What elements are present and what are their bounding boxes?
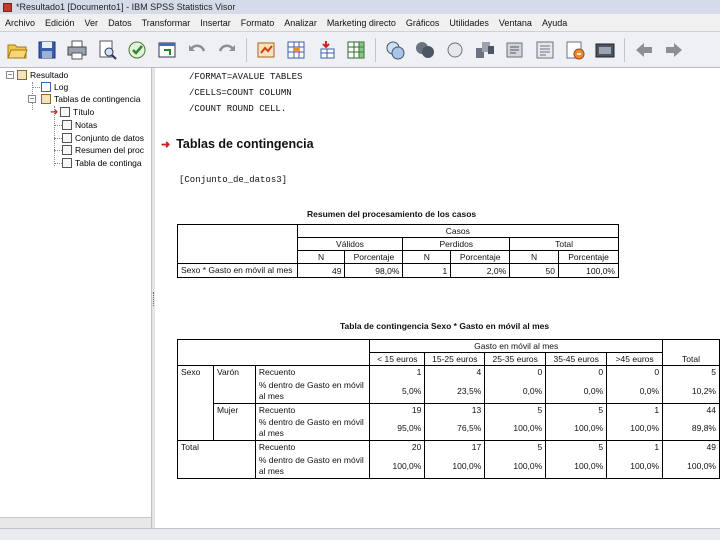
menu-formato[interactable]: Formato bbox=[240, 17, 275, 28]
column-header: 35-45 euros bbox=[546, 353, 607, 366]
demote-icon[interactable] bbox=[502, 37, 528, 63]
column-header: Porcentaje bbox=[559, 251, 619, 264]
nav-item-resumen[interactable] bbox=[62, 144, 144, 156]
table-icon bbox=[62, 158, 72, 168]
table-row bbox=[178, 441, 720, 454]
menu-analizar[interactable]: Analizar bbox=[284, 17, 317, 28]
goto-data-icon[interactable] bbox=[253, 37, 279, 63]
dataset-name: [Conjunto_de_datos3] bbox=[179, 175, 288, 185]
table-row bbox=[178, 379, 720, 404]
title-bar bbox=[0, 0, 720, 14]
current-item-arrow-icon: ➜ bbox=[161, 138, 171, 151]
crosstab-title: Tabla de contingencia Sexo * Gasto en móvil al mes bbox=[340, 321, 550, 331]
row-label: Sexo * Gasto en móvil al mes bbox=[178, 264, 298, 278]
nav-item-notas[interactable] bbox=[62, 119, 97, 131]
table-cell: 0 bbox=[546, 366, 607, 379]
app-icon bbox=[3, 3, 12, 12]
window-title: *Resultado1 [Documento1] - IBM SPSS Statistics Visor bbox=[16, 2, 236, 12]
table-cell: 0,0% bbox=[485, 379, 546, 404]
table-cell: 49 bbox=[297, 264, 345, 278]
summary-table-title: Resumen del procesamiento de los casos bbox=[307, 209, 477, 219]
crosstab-table[interactable] bbox=[177, 339, 720, 479]
menu-transformar[interactable]: Transformar bbox=[141, 17, 191, 28]
heading-text: Tablas de contingencia bbox=[176, 137, 314, 151]
menu-edicion[interactable]: Edición bbox=[45, 17, 75, 28]
table-cell: 44 bbox=[663, 403, 720, 416]
output-heading[interactable] bbox=[161, 137, 314, 151]
table-cell: 5,0% bbox=[370, 379, 425, 404]
output-book-icon bbox=[41, 94, 51, 104]
promote-icon[interactable] bbox=[472, 37, 498, 63]
table-header: Casos bbox=[297, 225, 618, 238]
table-cell: 1 bbox=[607, 403, 663, 416]
statistic-label: % dentro de Gasto en móvil al mes bbox=[255, 379, 370, 404]
toolbar-separator bbox=[624, 38, 625, 62]
table-cell: 100,0% bbox=[485, 454, 546, 479]
syntax-line: /CELLS=COUNT COLUMN bbox=[189, 88, 292, 98]
table-row bbox=[178, 454, 720, 479]
save-icon[interactable] bbox=[34, 37, 60, 63]
table-cell: 100,0% bbox=[485, 416, 546, 441]
row-group-label: Mujer bbox=[213, 403, 255, 441]
nav-item-label: Título bbox=[73, 107, 95, 117]
nav-item-label: Resultado bbox=[30, 70, 69, 80]
status-bar bbox=[0, 528, 720, 540]
title-icon bbox=[60, 107, 70, 117]
column-spanner: Gasto en móvil al mes bbox=[370, 340, 663, 353]
table-cell: 5 bbox=[546, 403, 607, 416]
table-cell: 4 bbox=[425, 366, 485, 379]
column-header: N bbox=[510, 251, 559, 264]
open-icon[interactable] bbox=[4, 37, 30, 63]
print-preview-icon[interactable] bbox=[94, 37, 120, 63]
table-cell: 100,0% bbox=[370, 454, 425, 479]
designate-window-icon[interactable] bbox=[382, 37, 408, 63]
menu-ver[interactable]: Ver bbox=[84, 17, 99, 28]
statistic-label: % dentro de Gasto en móvil al mes bbox=[255, 416, 370, 441]
nav-item-log[interactable] bbox=[41, 81, 68, 93]
log-icon bbox=[41, 82, 51, 92]
tree-line bbox=[54, 125, 62, 126]
back-icon[interactable] bbox=[631, 37, 657, 63]
tree-line bbox=[54, 138, 62, 139]
table-cell: 1 bbox=[607, 441, 663, 454]
table-cell: 0 bbox=[485, 366, 546, 379]
case-summary-table[interactable] bbox=[177, 224, 619, 278]
nav-item-label: Tablas de contingencia bbox=[54, 94, 141, 104]
output-content bbox=[155, 68, 720, 528]
row-group-label: Total bbox=[178, 441, 256, 479]
table-cell: 100,0% bbox=[546, 416, 607, 441]
column-header: < 15 euros bbox=[370, 353, 425, 366]
table-row bbox=[178, 264, 619, 278]
column-header: Total bbox=[663, 353, 720, 366]
hide-icon[interactable] bbox=[442, 37, 468, 63]
statistic-label: Recuento bbox=[255, 366, 370, 379]
output-book-icon bbox=[17, 70, 27, 80]
table-cell: 76,5% bbox=[425, 416, 485, 441]
notes-icon bbox=[62, 120, 72, 130]
toolbar-separator bbox=[246, 38, 247, 62]
print-icon[interactable] bbox=[64, 37, 90, 63]
menu-bar bbox=[0, 14, 720, 32]
syntax-line: /COUNT ROUND CELL. bbox=[189, 104, 287, 114]
statistic-label: Recuento bbox=[255, 403, 370, 416]
statistic-label: % dentro de Gasto en móvil al mes bbox=[255, 454, 370, 479]
notes-icon[interactable] bbox=[592, 37, 618, 63]
column-header: N bbox=[297, 251, 345, 264]
table-cell: 50 bbox=[510, 264, 559, 278]
table-cell: 100,0% bbox=[546, 454, 607, 479]
recall-dialog-icon[interactable] bbox=[154, 37, 180, 63]
table-cell: 13 bbox=[425, 403, 485, 416]
undo-icon[interactable] bbox=[184, 37, 210, 63]
column-header: 25-35 euros bbox=[485, 353, 546, 366]
table-cell: 95,0% bbox=[370, 416, 425, 441]
nav-item-crosstabs[interactable] bbox=[41, 93, 140, 105]
collapse-icon[interactable]: − bbox=[7, 70, 13, 79]
collapse-icon[interactable]: − bbox=[29, 94, 35, 103]
menu-datos[interactable]: Datos bbox=[108, 17, 132, 28]
table-cell: 1 bbox=[370, 366, 425, 379]
menu-archivo[interactable]: Archivo bbox=[5, 17, 36, 28]
table-row bbox=[178, 366, 720, 379]
table-cell: 100,0% bbox=[425, 454, 485, 479]
tree-line bbox=[54, 150, 62, 151]
table-cell: 0 bbox=[607, 366, 663, 379]
menu-ventana[interactable]: Ventana bbox=[498, 17, 532, 28]
menu-ayuda[interactable]: Ayuda bbox=[541, 17, 568, 28]
column-group-header: Perdidos bbox=[403, 238, 510, 251]
menu-graficos[interactable]: Gráficos bbox=[405, 17, 440, 28]
column-header: Porcentaje bbox=[345, 251, 403, 264]
menu-insertar[interactable]: Insertar bbox=[200, 17, 231, 28]
table-row bbox=[178, 416, 720, 441]
nav-item-label: Tabla de continga bbox=[75, 158, 142, 168]
table-cell: 20 bbox=[370, 441, 425, 454]
nav-item-label: Conjunto de datos bbox=[75, 133, 144, 143]
column-header: Porcentaje bbox=[451, 251, 510, 264]
variables-icon[interactable] bbox=[343, 37, 369, 63]
toolbar-separator bbox=[375, 38, 376, 62]
table-cell: 1 bbox=[403, 264, 451, 278]
table-row bbox=[178, 403, 720, 416]
menu-utilidades[interactable]: Utilidades bbox=[449, 17, 489, 28]
table-icon bbox=[62, 145, 72, 155]
redo-icon[interactable] bbox=[214, 37, 240, 63]
table-cell: 100,0% bbox=[559, 264, 619, 278]
insert-heading-icon[interactable] bbox=[532, 37, 558, 63]
table-cell: 23,5% bbox=[425, 379, 485, 404]
show-all-icon[interactable] bbox=[412, 37, 438, 63]
insert-text-icon[interactable] bbox=[562, 37, 588, 63]
column-group-header: Válidos bbox=[297, 238, 403, 251]
table-cell: 0,0% bbox=[607, 379, 663, 404]
column-header: >45 euros bbox=[607, 353, 663, 366]
row-variable-label: Sexo bbox=[178, 366, 214, 404]
column-header: 15-25 euros bbox=[425, 353, 485, 366]
table-cell: 5 bbox=[485, 441, 546, 454]
toolbar bbox=[0, 32, 720, 68]
nav-item-label: Resumen del proc bbox=[75, 145, 144, 155]
splitter-grip bbox=[153, 292, 154, 306]
table-cell: 5 bbox=[663, 366, 720, 379]
table-cell: 100,0% bbox=[607, 454, 663, 479]
output-navigator bbox=[0, 68, 152, 528]
nav-item-label: Log bbox=[54, 82, 69, 92]
table-cell: 5 bbox=[546, 441, 607, 454]
current-item-arrow-icon: ➜ bbox=[50, 106, 59, 118]
table-cell: 10,2% bbox=[663, 379, 720, 404]
column-header: N bbox=[403, 251, 451, 264]
table-cell: 2,0% bbox=[451, 264, 510, 278]
tree-line bbox=[32, 87, 40, 88]
goto-variable-icon[interactable] bbox=[313, 37, 339, 63]
nav-item-conjunto-de-datos[interactable] bbox=[62, 132, 144, 144]
forward-icon[interactable] bbox=[661, 37, 687, 63]
table-cell: 17 bbox=[425, 441, 485, 454]
nav-item-resultado[interactable] bbox=[17, 69, 68, 81]
syntax-line: /FORMAT=AVALUE TABLES bbox=[189, 72, 303, 82]
table-cell: 100,0% bbox=[607, 416, 663, 441]
nav-item-label: Notas bbox=[75, 120, 98, 130]
nav-item-tabla-contingencia[interactable] bbox=[62, 157, 142, 169]
nav-item-titulo[interactable] bbox=[50, 106, 94, 118]
tree-line bbox=[54, 163, 62, 164]
table-cell: 0,0% bbox=[546, 379, 607, 404]
dataset-icon bbox=[62, 133, 72, 143]
navigator-horizontal-scrollbar[interactable] bbox=[0, 517, 152, 528]
menu-marketing-directo[interactable]: Marketing directo bbox=[326, 17, 396, 28]
column-group-header: Total bbox=[510, 238, 619, 251]
row-group-label: Varón bbox=[213, 366, 255, 404]
export-icon[interactable] bbox=[124, 37, 150, 63]
goto-case-icon[interactable] bbox=[283, 37, 309, 63]
table-cell: 100,0% bbox=[663, 454, 720, 479]
table-cell: 49 bbox=[663, 441, 720, 454]
table-cell: 89,8% bbox=[663, 416, 720, 441]
table-cell: 19 bbox=[370, 403, 425, 416]
statistic-label: Recuento bbox=[255, 441, 370, 454]
table-cell: 98,0% bbox=[345, 264, 403, 278]
table-cell: 5 bbox=[485, 403, 546, 416]
